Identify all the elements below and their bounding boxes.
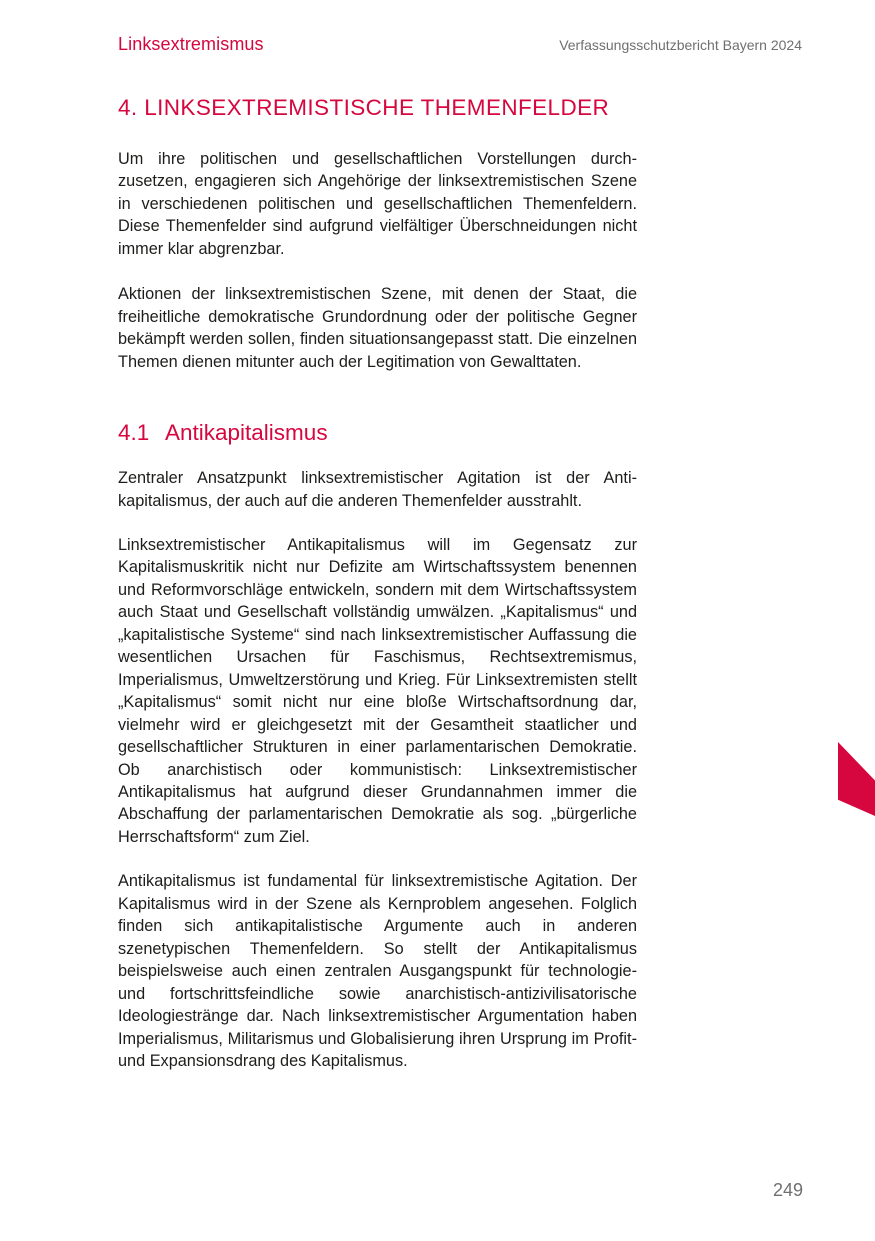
chapter-title: 4. LINKSEXTREMISTISCHE THEMENFELDER bbox=[118, 95, 610, 120]
chapter-tab-marker bbox=[838, 742, 875, 816]
page-content bbox=[118, 94, 637, 1072]
running-header-publication: Verfassungsschutzbericht Bayern 2024 bbox=[559, 37, 802, 53]
section-title: Antikapitalismus bbox=[165, 420, 328, 446]
section-heading bbox=[118, 419, 637, 447]
section-number: 4.1 bbox=[118, 420, 150, 446]
chapter-paragraph-1: Um ihre politischen und gesellschaftlichen Vorstellungen durchzusetzen, engagieren sich Angehörige der linksextremistischen Szene in verschiedenen politischen und gesellschaftlichen Themenfeldern. Diese Themenfelder sind aufgrund vielfältiger Überschneidungen nicht immer klar abgrenzbar. bbox=[118, 150, 637, 258]
section-paragraph-1: Zentraler Ansatzpunkt linksextremistischer Agitation ist der Antikapitalismus, der auch auf die anderen Themenfelder ausstrahlt. bbox=[118, 469, 637, 510]
chapter-paragraph-2: Aktionen der linksextremistischen Szene, mit denen der Staat, die freiheitliche demokratische Grundordnung oder der politische Gegner bekämpft werden sollen, finden situationsangepasst statt. Die einzelnen Themen dienen mitunter auch der Legitimation von Gewalttaten. bbox=[118, 285, 637, 371]
section-paragraph-2: Linksextremistischer Antikapitalismus will im Gegensatz zur Kapitalismuskritik nicht nur Defizite am Wirtschaftssystem benennen und Reformvorschläge entwickeln, sondern mit dem Wirtschaftssystem auch Staat und Gesellschaft vollständig umwälzen. „Kapitalismus“ und „kapitalistische Systeme“ sind nach linksextremistischer Auffassung die wesentlichen Ursachen für Faschismus, Rechtsextremismus, Imperialismus, Umweltzerstörung und Krieg. Für Linksextremisten stellt „Kapitalismus“ somit nicht nur eine bloße Wirtschaftsordnung dar, vielmehr wird er gleichgesetzt mit der Gesamtheit staatlicher und gesellschaftlicher Strukturen in einer parlamentarischen Demokratie. Ob anarchistisch oder kommunistisch: Linksextremistischer Antikapitalismus hat aufgrund dieser Grundannahmen immer die Abschaffung der parlamentarischen Demokratie als sog. „bürgerliche Herrschaftsform“ zum Ziel. bbox=[118, 535, 637, 846]
page-number: 249 bbox=[772, 1180, 803, 1200]
running-header-section: Linksextremismus bbox=[118, 34, 264, 54]
section-paragraph-3: Antikapitalismus ist fundamental für linksextremistische Agitation. Der Kapitalismus wird in der Szene als Kernproblem angesehen. Folglich finden sich antikapitalistische Argumente auch in anderen szenetypischen Themenfeldern. So stellt der Antikapitalismus beispielsweise auch einen zentralen Ausgangspunkt für technologie- und fortschrittsfeindliche sowie anarchistisch-antizivilisatorische Ideologiestränge dar. Nach linksextremistischer Argumentation haben Imperialismus, Militarismus und Globalisierung ihren Ursprung im Profit- und Expansionsdrang des Kapitalismus. bbox=[118, 872, 637, 1070]
